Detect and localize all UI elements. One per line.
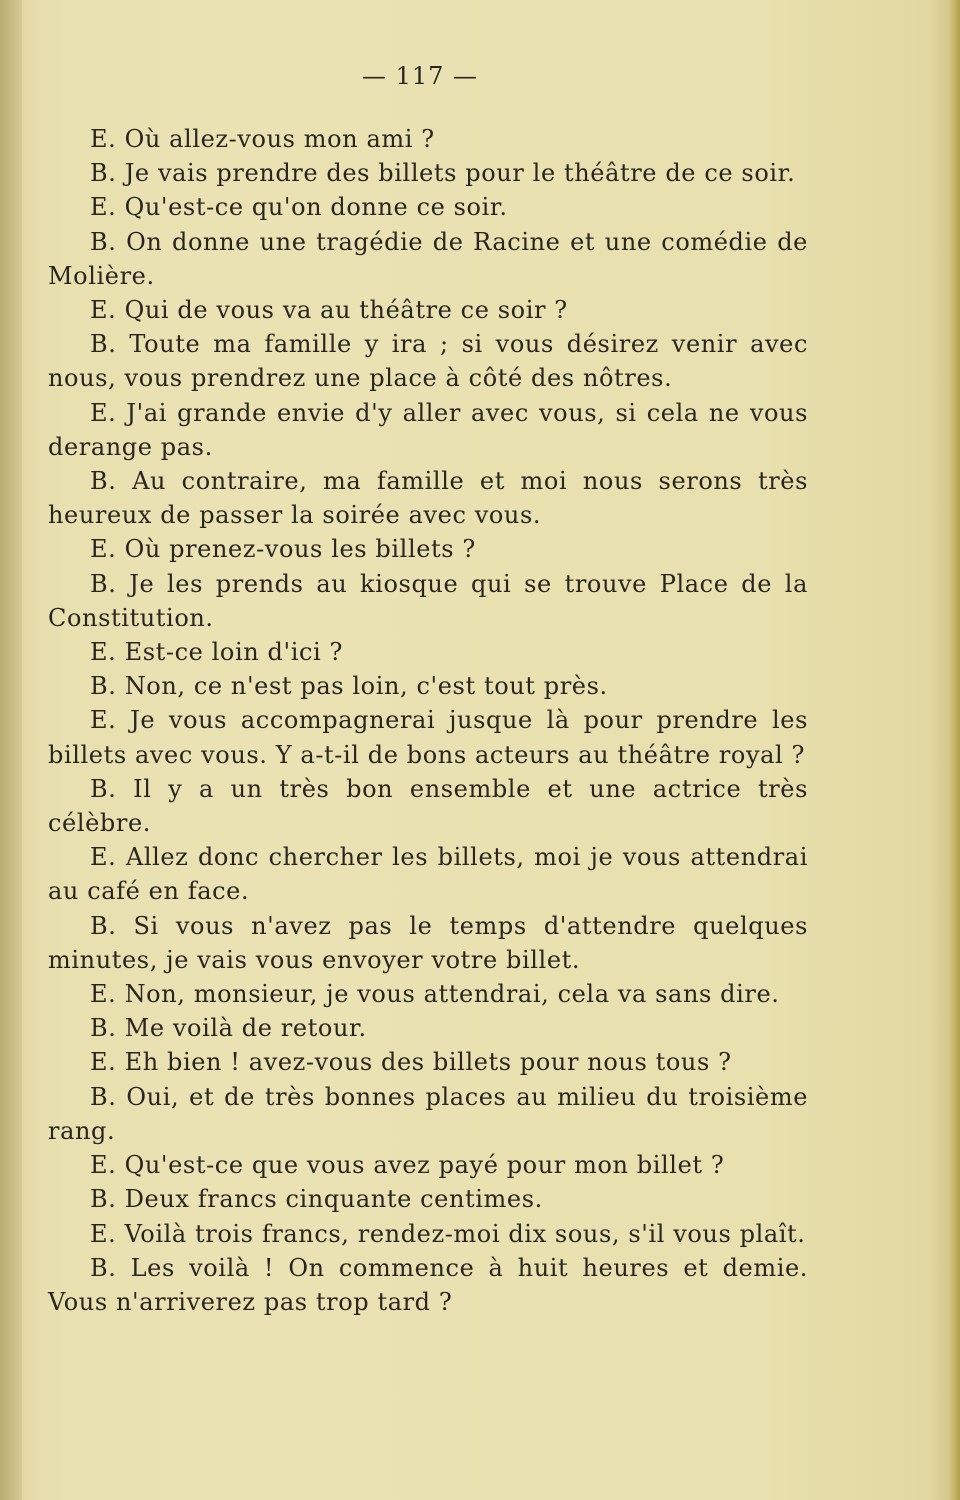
dialogue-line: E. Où prenez-vous les billets ? xyxy=(90,535,476,564)
book-spine-edge xyxy=(0,0,22,1500)
dialogue-line: E. J'ai grande envie d'y aller avec vous, si cela ne vous derange pas. xyxy=(48,398,808,461)
dialogue-line: E. Non, monsieur, je vous attendrai, cela va sans dire. xyxy=(90,980,780,1009)
dialogue-line: E. Eh bien ! avez-vous des billets pour nous tous ? xyxy=(90,1048,732,1077)
dialogue-line: E. Qu'est-ce qu'on donne ce soir. xyxy=(90,193,508,222)
dialogue-line: B. Deux francs cinquante centimes. xyxy=(90,1185,543,1214)
dialogue-line: B. Toute ma famille y ira ; si vous désirez venir avec nous, vous prendrez une place à côté des nôtres. xyxy=(48,330,808,393)
dialogue-line: E. Je vous accompagnerai jusque là pour prendre les billets avec vous. Y a-t-il de bons acteurs au théâtre royal ? xyxy=(48,706,808,769)
dialogue-line: B. Non, ce n'est pas loin, c'est tout près. xyxy=(90,672,608,701)
dialogue-line: E. Voilà trois francs, rendez-moi dix sous, s'il vous plaît. xyxy=(90,1219,806,1248)
dialogue-line: E. Qui de vous va au théâtre ce soir ? xyxy=(90,296,568,325)
dialogue-line: E. Allez donc chercher les billets, moi je vous attendrai au café en face. xyxy=(48,843,808,906)
dialogue-line: E. Est-ce loin d'ici ? xyxy=(90,638,343,667)
dialogue-line: B. Oui, et de très bonnes places au milieu du troisième rang. xyxy=(48,1082,808,1145)
dialogue-line: E. Qu'est-ce que vous avez payé pour mon billet ? xyxy=(90,1151,725,1180)
page-number: — 117 — xyxy=(361,62,479,90)
dialogue-line: B. Au contraire, ma famille et moi nous serons très heureux de passer la soirée avec vous. xyxy=(48,467,808,530)
dialogue-line: B. Je les prends au kiosque qui se trouve Place de la Constitution. xyxy=(48,569,808,632)
dialogue-line: B. Je vais prendre des billets pour le théâtre de ce soir. xyxy=(90,159,796,188)
dialogue-line: B. On donne une tragédie de Racine et une comédie de Molière. xyxy=(48,227,808,290)
dialogue-line: B. Si vous n'avez pas le temps d'attendre quelques minutes, je vais vous envoyer votre billet. xyxy=(48,911,808,974)
dialogue-line: B. Les voilà ! On commence à huit heures et demie. Vous n'arriverez pas trop tard ? xyxy=(48,1253,808,1316)
dialogue-line: E. Où allez-vous mon ami ? xyxy=(90,125,435,153)
dialogue-text xyxy=(48,122,808,1319)
page-right-edge xyxy=(948,0,960,1500)
dialogue-line: B. Me voilà de retour. xyxy=(90,1014,367,1043)
dialogue-line: B. Il y a un très bon ensemble et une actrice très célèbre. xyxy=(48,774,808,838)
